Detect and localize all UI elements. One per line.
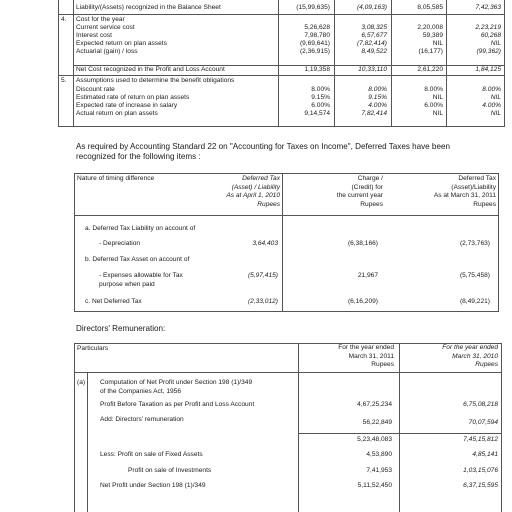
actuarial-v3: (16,177) (418, 48, 443, 55)
salary-increase-v1: 6.00% (311, 102, 330, 109)
deferred-asset-label: b. Deferred Tax Asset on account of (85, 256, 190, 263)
return-rate-v4: NIL (490, 94, 501, 101)
net-cost-v1: 1,19,358 (304, 66, 330, 73)
charge-credit-header: Charge / (Credit) for the current year Rupees (336, 175, 383, 208)
actual-return-v2: 7,82,414 (361, 110, 387, 117)
return-rate-v3: NIL (432, 94, 443, 101)
profit-before-tax-v1: 4,67,25,234 (357, 401, 392, 408)
return-rate-v2: 9.15% (368, 94, 387, 101)
directors-remuneration-v2: 70,07,594 (468, 419, 498, 426)
computation-title-line2: of the Companies Act, 1956 (100, 388, 182, 395)
actuarial-label: Actuarial (gain) / loss (76, 48, 138, 55)
interest-cost-v2: 6,57,677 (361, 32, 387, 39)
expenses-allowable-label: - Expenses allowable for Tax (99, 272, 183, 279)
section-a-number: (a) (77, 379, 86, 386)
net-deferred-tax-label: c. Net Deferred Tax (85, 298, 142, 305)
nature-header: Nature of timing difference (77, 175, 155, 182)
year-2010-header: For the year ended March 31, 2010 Rupees (442, 344, 498, 369)
interest-cost-v4: 60,268 (480, 32, 501, 39)
interest-cost-v1: 7,98,780 (304, 32, 330, 39)
profit-fixed-assets-v1: 4,53,890 (366, 451, 392, 458)
balance-sheet-v2: (4,09,163) (356, 4, 387, 11)
section-4-number: 4. (61, 16, 67, 23)
service-cost-label: Current service cost (76, 24, 135, 31)
net-cost-v3: 2,61,220 (417, 66, 443, 73)
expenses-v2: 21,967 (357, 272, 378, 279)
net-profit-v2: 6,37,15,595 (463, 482, 498, 489)
salary-increase-v2: 4.00% (368, 102, 387, 109)
profit-fixed-assets-v2: 4,85,141 (472, 451, 498, 458)
balance-sheet-v1: (15,99,635) (296, 4, 330, 11)
year-2011-header: For the year ended March 31, 2011 Rupees (338, 344, 394, 369)
depreciation-v3: (2,73,763) (459, 240, 490, 247)
subtotal-v1: 5,23,48,083 (357, 436, 392, 443)
profit-investments-label: Profit on sale of Investments (128, 467, 212, 474)
balance-sheet-v4: 7,42,363 (475, 4, 501, 11)
net-cost-label: Net Cost recognized in the Profit and Loss Account (76, 66, 225, 73)
service-cost-v4: 2,23,219 (475, 24, 501, 31)
profit-investments-v2: 1,03,15,076 (463, 467, 498, 474)
expected-return-v2: (7,82,414) (356, 40, 387, 47)
assumptions-label: Assumptions used to determine the benefit obligations (76, 77, 235, 84)
deferred-liability-label: a. Deferred Tax Liability on account of (85, 225, 196, 232)
particulars-header: Particulars (77, 345, 109, 352)
subtotal-v2: 7,45,15,812 (463, 436, 498, 443)
profit-before-tax-v2: 6,75,08,218 (463, 401, 498, 408)
return-rate-v1: 9.15% (311, 94, 330, 101)
salary-increase-v4: 4.00% (482, 102, 501, 109)
salary-increase-label: Expected rate of increase in salary (76, 102, 178, 109)
deferred-tax-intro-line1: As required by Accounting Standard 22 on "Accounting for Taxes on Income", Deferred Taxes have been (76, 142, 450, 151)
discount-rate-label: Discount rate (76, 86, 115, 93)
net-cost-v4: 1,84,125 (475, 66, 501, 73)
service-cost-v3: 2,20,008 (417, 24, 443, 31)
discount-rate-v2: 8.00% (368, 86, 387, 93)
net-cost-v2: 10,33,110 (358, 66, 387, 73)
directors-remuneration-heading: Directors' Remuneration: (76, 324, 166, 333)
net-deferred-v2: (6,16,209) (347, 298, 378, 305)
return-rate-label: Estimated rate of return on plan assets (76, 94, 190, 101)
service-cost-v2: 3,08,325 (361, 24, 387, 31)
deferred-tax-intro-line2: recognized for the following items : (76, 152, 201, 161)
profit-before-tax-label: Profit Before Taxation as per Profit and Loss Account (100, 401, 255, 408)
net-profit-v1: 5,11,52,450 (357, 482, 392, 489)
net-profit-label: Net Profit under Section 198 (1)/349 (100, 482, 206, 489)
balance-sheet-v3: 8,05,585 (417, 4, 443, 11)
actual-return-v4: NIL (490, 110, 501, 117)
actual-return-v1: 9,14,574 (304, 110, 330, 117)
service-cost-v1: 5,26,628 (304, 24, 330, 31)
profit-investments-v1: 7,41,953 (366, 467, 392, 474)
deferred-tax-march-header: Deferred Tax (Asset)/Liability As at March 31, 2011 Rupees (433, 175, 496, 208)
expenses-v1: (5,97,415) (247, 272, 278, 279)
profit-fixed-assets-label: Less: Profit on sale of Fixed Assets (100, 451, 203, 458)
purpose-when-paid-label: purpose when paid (99, 281, 155, 288)
directors-remuneration-label: Add: Directors' remuneration (100, 416, 184, 423)
depreciation-v2: (6,38,166) (347, 240, 378, 247)
salary-increase-v3: 6.00% (424, 102, 443, 109)
actuarial-v2: 8,49,522 (361, 48, 387, 55)
interest-cost-label: Interest cost (76, 32, 112, 39)
net-deferred-v1: (2,33,012) (247, 298, 278, 305)
actuarial-v4: (99,362) (476, 48, 501, 55)
discount-rate-v3: 8.00% (424, 86, 443, 93)
expenses-v3: (5,75,458) (459, 272, 490, 279)
discount-rate-v1: 8.00% (311, 86, 330, 93)
cost-for-year-label: Cost for the year (76, 16, 125, 23)
expected-return-v1: (9,69,641) (299, 40, 330, 47)
deferred-tax-april-header: Deferred Tax (Asset) / Liability As at April 1, 2010 Rupees (226, 175, 280, 208)
computation-title-line1: Computation of Net Profit under Section 198 (1)/349 (100, 379, 253, 386)
balance-sheet-label: Liability/(Assets) recognized in the Balance Sheet (76, 4, 221, 11)
directors-remuneration-v1: 56,22,849 (362, 419, 392, 426)
section-5-number: 5. (61, 77, 67, 84)
expected-return-label: Expected return on plan assets (76, 40, 167, 47)
depreciation-label: - Depreciation (99, 240, 141, 247)
discount-rate-v4: 8.00% (482, 86, 501, 93)
net-deferred-v3: (8,49,221) (459, 298, 490, 305)
interest-cost-v3: 59,389 (422, 32, 443, 39)
depreciation-v1: 3,64,403 (252, 240, 278, 247)
expected-return-v3: NIL (432, 40, 443, 47)
actuarial-v1: (2,36,915) (299, 48, 330, 55)
actual-return-label: Actual return on plan assets (76, 110, 158, 117)
expected-return-v4: NIL (490, 40, 501, 47)
actual-return-v3: NIL (432, 110, 443, 117)
